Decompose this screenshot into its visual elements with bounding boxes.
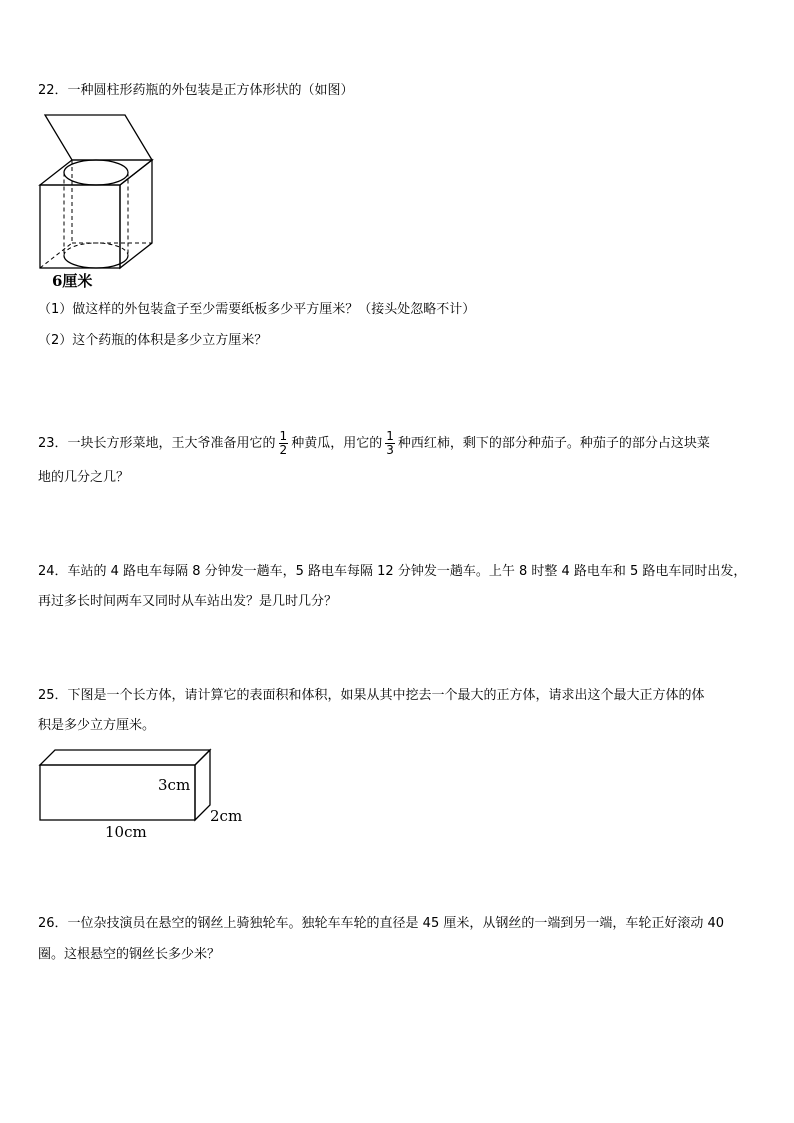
q22-part2: （2）这个药瓶的体积是多少立方厘米？ xyxy=(38,333,268,348)
cube-cylinder-figure xyxy=(30,110,160,290)
label-height: 3cm xyxy=(158,776,191,794)
cuboid-side xyxy=(195,750,210,820)
q25-line2: 积是多少立方厘米。 xyxy=(38,718,156,733)
cuboid-top xyxy=(40,750,210,765)
q23-line2: 地的几分之几？ xyxy=(38,470,130,485)
cylinder-bottom-back xyxy=(64,243,128,256)
label-length: 10cm xyxy=(105,823,147,841)
fraction-one-half: $\frac{1}{2}$ xyxy=(279,429,288,457)
right-face xyxy=(120,160,152,268)
cube-edge-label: 6厘米 xyxy=(52,272,93,290)
q22-title: 22．一种圆柱形药瓶的外包装是正方体形状的（如图） xyxy=(38,83,354,98)
q23-text-a: 23．一块长方形菜地，王大爷准备用它的 xyxy=(38,436,276,451)
q24-line1: 24．车站的 4 路电车每隔 8 分钟发一趟车，5 路电车每隔 12 分钟发一趟车。上午 8 时整 4 路电车和 5 路电车同时出发， xyxy=(38,564,747,579)
cylinder-top xyxy=(64,160,128,185)
cylinder-bottom-front xyxy=(64,256,128,269)
q23-text-c: 种西红柿，剩下的部分种茄子。种茄子的部分占这块菜 xyxy=(397,436,710,451)
cuboid-figure xyxy=(30,745,260,850)
lid xyxy=(45,115,152,160)
q22-part1: （1）做这样的外包装盒子至少需要纸板多少平方厘米？（接头处忽略不计） xyxy=(38,302,476,317)
q26-line1: 26．一位杂技演员在悬空的钢丝上骑独轮车。独轮车车轮的直径是 45 厘米，从钢丝的一端到另一端，车轮正好滚动 40 xyxy=(38,916,725,931)
label-depth: 2cm xyxy=(210,807,243,825)
q26-line2: 圈。这根悬空的钢丝长多少米？ xyxy=(38,947,221,962)
fraction-one-third: $\frac{1}{3}$ xyxy=(386,429,394,457)
q23-text-b: 种黄瓜，用它的 xyxy=(291,436,383,451)
q24-line2: 再过多长时间两车又同时从车站出发？是几时几分？ xyxy=(38,594,338,609)
front-face xyxy=(40,185,120,268)
q25-line1: 25．下图是一个长方体，请计算它的表面积和体积，如果从其中挖去一个最大的正方体，请求出这个最大正方体的体 xyxy=(38,688,705,703)
q23-line1 xyxy=(38,430,710,457)
